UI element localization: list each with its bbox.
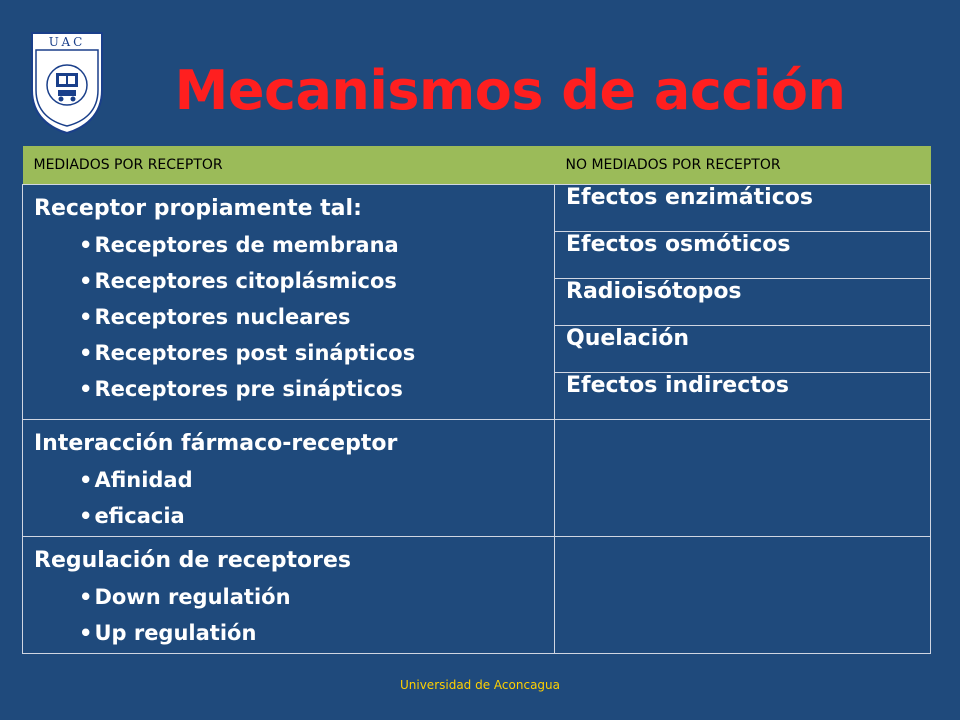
receptor-section bbox=[23, 185, 555, 420]
right-item: Efectos osmóticos bbox=[555, 232, 931, 279]
section-title: Receptor propiamente tal: bbox=[34, 196, 362, 221]
empty-cell bbox=[555, 420, 931, 537]
bullet-icon: • bbox=[79, 377, 93, 401]
bullet-list bbox=[34, 462, 554, 534]
table-header-row bbox=[23, 146, 931, 185]
section-title: Interacción fármaco-receptor bbox=[34, 431, 398, 456]
mechanisms-table bbox=[22, 146, 931, 654]
list-item: •eficacia bbox=[79, 504, 185, 528]
footer-text: Universidad de Aconcagua bbox=[399, 678, 560, 692]
table-row bbox=[23, 537, 931, 654]
list-item: •Afinidad bbox=[79, 468, 193, 492]
table-row bbox=[23, 420, 931, 537]
bullet-icon: • bbox=[79, 269, 93, 293]
bullet-icon: • bbox=[79, 621, 93, 645]
section-title: Regulación de receptores bbox=[34, 548, 351, 573]
list-item: •Receptores pre sinápticos bbox=[79, 377, 403, 401]
bullet-icon: • bbox=[79, 468, 93, 492]
slide-title: Mecanismos de acción bbox=[174, 59, 846, 122]
logo-initials: UAC bbox=[48, 35, 86, 49]
right-item: Radioisótopos bbox=[555, 279, 931, 326]
bullet-icon: • bbox=[79, 341, 93, 365]
bullet-icon: • bbox=[79, 504, 93, 528]
empty-cell bbox=[555, 537, 931, 654]
right-item: Efectos indirectos bbox=[555, 373, 931, 420]
regulation-section bbox=[23, 537, 555, 654]
bullet-list bbox=[34, 579, 554, 651]
bullet-icon: • bbox=[79, 585, 93, 609]
header-not-mediated: NO MEDIADOS POR RECEPTOR bbox=[555, 146, 931, 185]
right-item: Quelación bbox=[555, 326, 931, 373]
right-item: Efectos enzimáticos bbox=[555, 185, 931, 232]
list-item: •Up regulatión bbox=[79, 621, 257, 645]
list-item: •Down regulatión bbox=[79, 585, 291, 609]
list-item: •Receptores nucleares bbox=[79, 305, 351, 329]
list-item: •Receptores citoplásmicos bbox=[79, 269, 397, 293]
bullet-icon: • bbox=[79, 305, 93, 329]
table-row bbox=[23, 185, 931, 232]
list-item: •Receptores post sinápticos bbox=[79, 341, 416, 365]
bullet-icon: • bbox=[79, 233, 93, 257]
list-item: •Receptores de membrana bbox=[79, 233, 399, 257]
header-mediated: MEDIADOS POR RECEPTOR bbox=[23, 146, 555, 185]
university-logo bbox=[28, 30, 106, 134]
interaction-section bbox=[23, 420, 555, 537]
bullet-list bbox=[34, 227, 554, 407]
